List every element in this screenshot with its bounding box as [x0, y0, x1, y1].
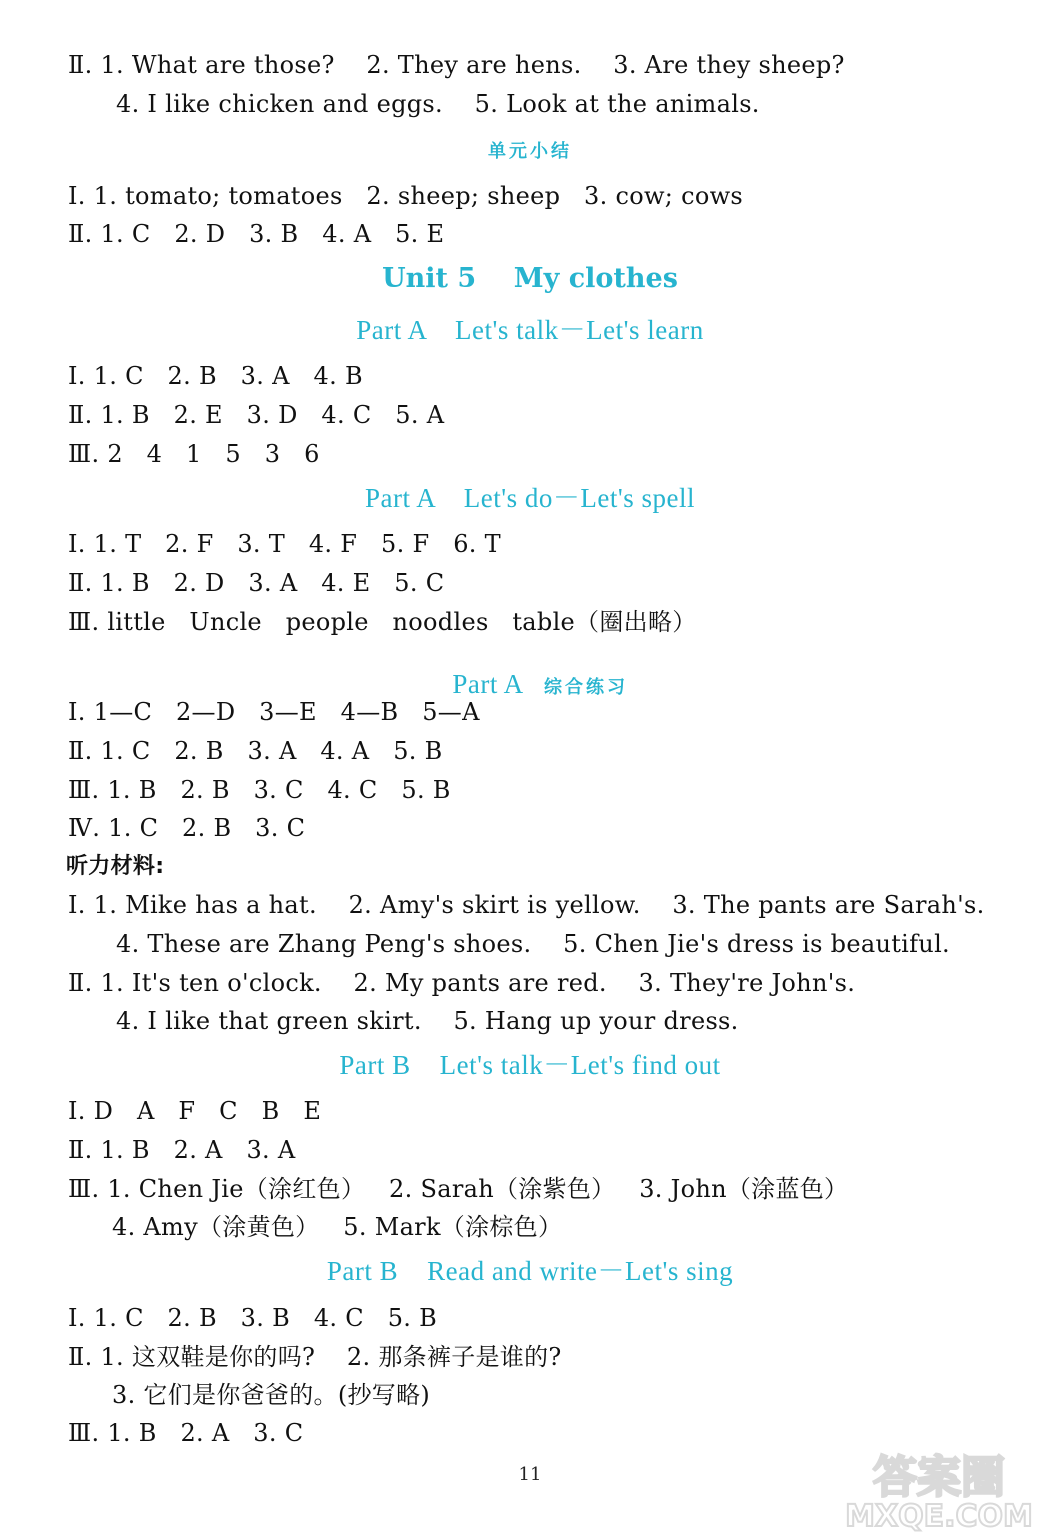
- answer-line: 4. These are Zhang Peng's shoes. 5. Chen Jie's dress is beautiful.: [116, 930, 950, 958]
- answer-line: Ⅱ. 1. What are those? 2. They are hens. 3. Are they sheep?: [68, 51, 845, 79]
- answer-line: Ⅲ. 1. B 2. A 3. C: [68, 1419, 304, 1447]
- answer-line: Ⅱ. 1. C 2. B 3. A 4. A 5. B: [68, 737, 443, 765]
- answer-line: 3. 它们是你爸爸的。(抄写略): [112, 1381, 431, 1409]
- answer-line: 4. I like that green skirt. 5. Hang up your dress.: [116, 1007, 739, 1035]
- answer-line: 4. Amy（涂黄色） 5. Mark（涂棕色）: [112, 1213, 563, 1241]
- answer-line: Ⅰ. 1. C 2. B 3. B 4. C 5. B: [68, 1304, 438, 1332]
- watermark-text: 答案圈: [873, 1452, 1005, 1503]
- watermark-url: MXQE.COM: [845, 1499, 1033, 1532]
- answer-line: Ⅰ. 1. C 2. B 3. A 4. B: [68, 362, 363, 390]
- part-heading: Part A 综合练习: [452, 669, 628, 699]
- answer-line: Ⅰ. 1. tomato; tomatoes 2. sheep; sheep 3. cow; cows: [68, 182, 744, 210]
- answer-line: Ⅲ. little Uncle people noodles table（圈出略）: [68, 608, 697, 636]
- answer-line: Ⅰ. D A F C B E: [68, 1097, 322, 1125]
- section-heading-unit-summary: 单元小结: [488, 141, 572, 162]
- answer-line: Ⅱ. 1. B 2. E 3. D 4. C 5. A: [68, 401, 445, 429]
- page-number: 11: [518, 1464, 542, 1485]
- part-heading: Part A Let's talk－Let's learn: [356, 315, 704, 345]
- answer-line: Ⅱ. 1. B 2. A 3. A: [68, 1136, 296, 1164]
- part-heading: Part B Let's talk－Let's find out: [339, 1050, 721, 1080]
- answer-line: 4. I like chicken and eggs. 5. Look at the animals.: [116, 90, 760, 118]
- answer-line: Ⅱ. 1. It's ten o'clock. 2. My pants are red. 3. They're John's.: [68, 969, 856, 997]
- answer-line: Ⅲ. 1. B 2. B 3. C 4. C 5. B: [68, 776, 451, 804]
- answer-line: Ⅱ. 1. B 2. D 3. A 4. E 5. C: [68, 569, 445, 597]
- answer-line: Ⅱ. 1. C 2. D 3. B 4. A 5. E: [68, 220, 445, 248]
- part-heading: Part A Let's do－Let's spell: [365, 483, 695, 513]
- listening-material-label: 听力材料:: [66, 854, 165, 879]
- answer-line: Ⅳ. 1. C 2. B 3. C: [68, 814, 306, 842]
- answer-line: Ⅰ. 1. Mike has a hat. 2. Amy's skirt is yellow. 3. The pants are Sarah's.: [68, 891, 985, 919]
- watermark-logo: [824, 1442, 1054, 1532]
- answer-line: Ⅰ. 1—C 2—D 3—E 4—B 5—A: [68, 698, 480, 726]
- answer-line: Ⅲ. 1. Chen Jie（涂红色） 2. Sarah（涂紫色） 3. John（涂蓝色）: [68, 1175, 849, 1203]
- answer-line: Ⅰ. 1. T 2. F 3. T 4. F 5. F 6. T: [68, 530, 501, 558]
- part-heading: Part B Read and write－Let's sing: [326, 1256, 734, 1286]
- answer-line: Ⅲ. 2 4 1 5 3 6: [68, 440, 320, 468]
- unit-title: Unit 5 My clothes: [382, 263, 678, 294]
- answer-line: Ⅱ. 1. 这双鞋是你的吗? 2. 那条裤子是谁的?: [68, 1343, 562, 1371]
